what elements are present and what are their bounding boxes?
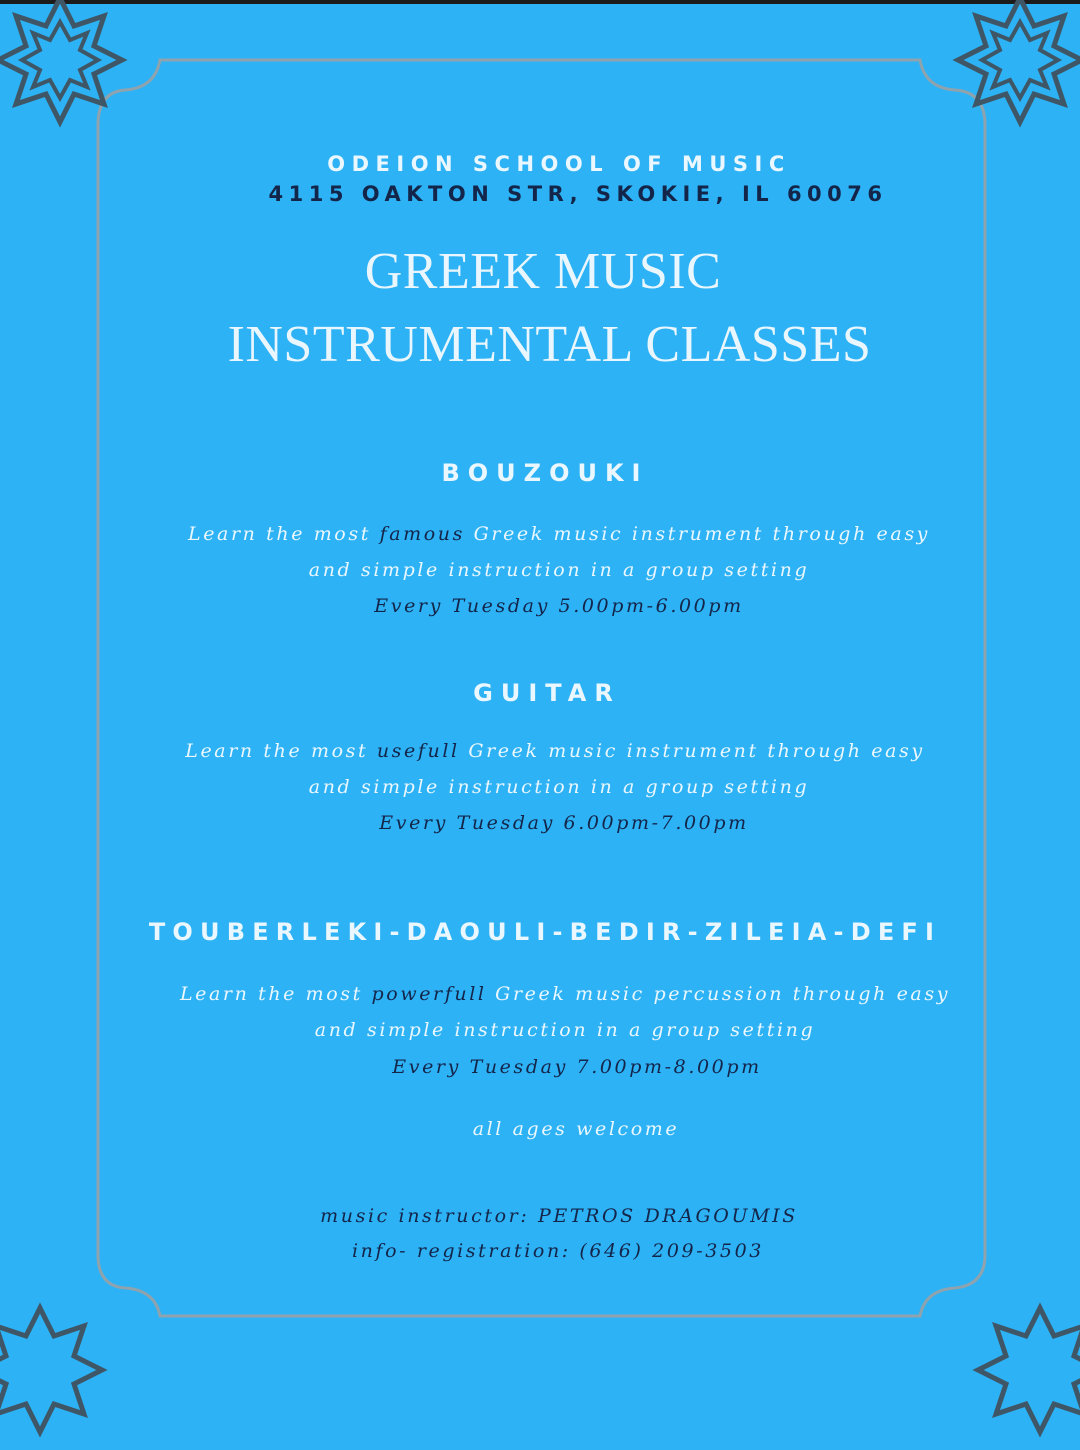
class-description-line-1 bbox=[0, 740, 1080, 762]
desc-pre: Learn the most bbox=[185, 740, 377, 762]
class-description-line-1 bbox=[0, 983, 1080, 1005]
corner-star-ornament-icon bbox=[0, 0, 140, 140]
corner-star-ornament-icon bbox=[960, 1290, 1080, 1450]
corner-star-ornament-icon bbox=[940, 0, 1080, 140]
desc-emphasis: powerfull bbox=[371, 983, 487, 1005]
desc-emphasis: famous bbox=[379, 523, 465, 545]
class-schedule: Every Tuesday 6.00pm-7.00pm bbox=[379, 812, 749, 834]
class-heading-percussion: TOUBERLEKI-DAOULI-BEDIR-ZILEIA-DEFI bbox=[148, 918, 942, 946]
desc-pre: Learn the most bbox=[179, 983, 372, 1005]
class-description-line-2: and simple instruction in a group setting bbox=[308, 776, 810, 798]
title-line-2: INSTRUMENTAL CLASSES bbox=[227, 316, 872, 373]
title-line-1: GREEK MUSIC bbox=[364, 243, 722, 300]
desc-post: Greek music instrument through easy bbox=[459, 740, 925, 762]
class-heading-bouzouki: BOUZOUKI bbox=[441, 459, 649, 487]
all-ages-note: all ages welcome bbox=[472, 1118, 680, 1140]
desc-post: Greek music percussion through easy bbox=[486, 983, 951, 1005]
class-heading-guitar: GUITAR bbox=[473, 679, 621, 707]
instructor-line: music instructor: PETROS DRAGOUMIS bbox=[320, 1205, 798, 1227]
class-description-line-1 bbox=[0, 523, 1080, 545]
corner-star-ornament-icon bbox=[0, 1290, 120, 1450]
class-schedule: Every Tuesday 5.00pm-6.00pm bbox=[374, 595, 744, 617]
class-description-line-2: and simple instruction in a group setting bbox=[314, 1019, 816, 1041]
desc-pre: Learn the most bbox=[187, 523, 380, 545]
school-address: 4115 OAKTON STR, SKOKIE, IL 60076 bbox=[268, 182, 888, 206]
class-description-line-2: and simple instruction in a group setting bbox=[308, 559, 810, 581]
registration-line: info- registration: (646) 209-3503 bbox=[351, 1240, 764, 1262]
school-name: ODEION SCHOOL OF MUSIC bbox=[327, 152, 791, 176]
desc-emphasis: usefull bbox=[376, 740, 460, 762]
desc-post: Greek music instrument through easy bbox=[464, 523, 931, 545]
class-schedule: Every Tuesday 7.00pm-8.00pm bbox=[392, 1056, 762, 1078]
